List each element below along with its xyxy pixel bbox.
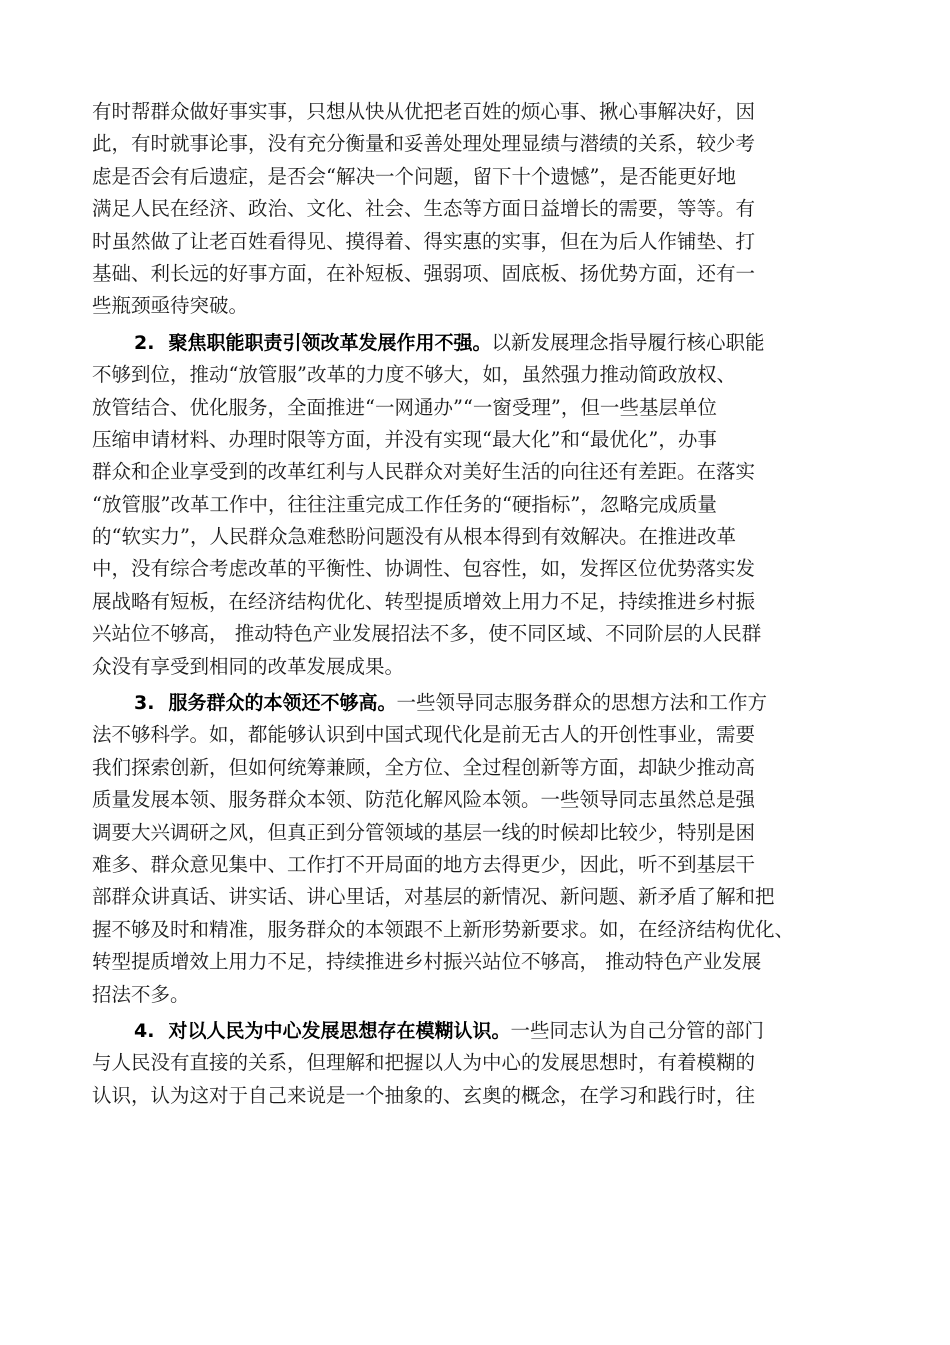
text-line: 时虽然做了让老百姓看得见、摸得着、得实惠的实事，但在为后人作铺垫、打 — [92, 229, 756, 253]
text-line: 握不够及时和精准，服务群众的本领跟不上新形势新要求。如，在经济结构优化、 — [92, 917, 795, 941]
text-line: 难多、群众意见集中、工作打不开局面的地方去得更少，因此，听不到基层干 — [92, 852, 756, 876]
text-line: 法不够科学。如，都能够认识到中国式现代化是前无古人的开创性事业，需要 — [92, 723, 756, 747]
text-line: 虑是否会有后遗症，是否会“解决一个问题，留下十个遗憾”，是否能更好地 — [92, 164, 736, 188]
text-line: 部群众讲真话、讲实话、讲心里话，对基层的新情况、新问题、新矛盾了解和把 — [92, 885, 775, 909]
paragraph-2 — [92, 327, 872, 683]
text-line: 不够到位，推动“放管服”改革的力度不够大，如，虽然强力推动简政放权、 — [92, 363, 736, 387]
text-run: 一些同志认为自己分管的部门 — [510, 1018, 764, 1042]
text-line: 调要大兴调研之风，但真正到分管领域的基层一线的时候却比较少，特别是困 — [92, 820, 756, 844]
text-line: “放管服”改革工作中，往往注重完成工作任务的“硬指标”，忽略完成质量 — [92, 492, 717, 516]
paragraph-first-line — [92, 327, 872, 359]
text-line: 我们探索创新，但如何统筹兼顾，全方位、全过程创新等方面，却缺少推动高 — [92, 755, 756, 779]
text-run: 一些领导同志服务群众的思想方法和工作方 — [396, 691, 767, 715]
text-line: 的“软实力”，人民群众急难愁盼问题没有从根本得到有效解决。在推进改革 — [92, 525, 736, 549]
section-number: 3. — [134, 692, 155, 715]
text-line: 满足人民在经济、政治、文化、社会、生态等方面日益增长的需要，等等。有 — [92, 197, 756, 221]
paragraph-first-line — [92, 687, 872, 719]
section-heading: 对以人民为中心发展思想存在模糊认识。 — [168, 1019, 511, 1042]
text-line: 群众和企业享受到的改革红利与人民群众对美好生活的向往还有差距。在落实 — [92, 460, 756, 484]
text-line: 转型提质增效上用力不足，持续推进乡村振兴站位不够高， 推动特色产业发展 — [92, 950, 762, 974]
text-line: 众没有享受到相同的改革发展成果。 — [92, 654, 405, 678]
section-heading: 聚焦职能职责引领改革发展作用不强。 — [168, 331, 492, 354]
text-line: 展战略有短板，在经济结构优化、转型提质增效上用力不足，持续推进乡村振 — [92, 589, 756, 613]
section-number: 2. — [134, 331, 155, 354]
text-line: 此，有时就事论事，没有充分衡量和妥善处理处理显绩与潜绩的关系，较少考 — [92, 132, 756, 156]
body-text — [92, 96, 872, 1112]
paragraph-1 — [92, 96, 872, 323]
text-line: 与人民没有直接的关系，但理解和把握以人为中心的发展思想时，有着模糊的 — [92, 1051, 756, 1075]
text-line: 压缩申请材料、办理时限等方面，并没有实现“最大化”和“最优化”，办事 — [92, 427, 717, 451]
paragraph-4 — [92, 1015, 872, 1112]
paragraph-first-line — [92, 1015, 872, 1047]
section-heading: 服务群众的本领还不够高。 — [168, 692, 397, 715]
text-run: 以新发展理念指导履行核心职能 — [491, 330, 765, 354]
text-line: 质量发展本领、服务群众本领、防范化解风险本领。一些领导同志虽然总是强 — [92, 788, 756, 812]
text-line: 中，没有综合考虑改革的平衡性、协调性、包容性，如，发挥区位优势落实发 — [92, 557, 756, 581]
text-line: 招法不多。 — [92, 982, 190, 1006]
text-line: 认识，认为这对于自己来说是一个抽象的、玄奥的概念，在学习和践行时，往 — [92, 1083, 756, 1107]
text-line: 些瓶颈亟待突破。 — [92, 294, 249, 318]
text-line: 放管结合、优化服务，全面推进“一网通办”“一窗受理”，但一些基层单位 — [92, 395, 717, 419]
section-number: 4. — [134, 1019, 155, 1042]
text-line: 基础、利长远的好事方面，在补短板、强弱项、固底板、扬优势方面，还有一 — [92, 261, 756, 285]
text-line: 兴站位不够高， 推动特色产业发展招法不多，使不同区域、不同阶层的人民群 — [92, 622, 762, 646]
paragraph-3 — [92, 687, 872, 1011]
text-line: 有时帮群众做好事实事，只想从快从优把老百姓的烦心事、揪心事解决好，因 — [92, 100, 756, 123]
